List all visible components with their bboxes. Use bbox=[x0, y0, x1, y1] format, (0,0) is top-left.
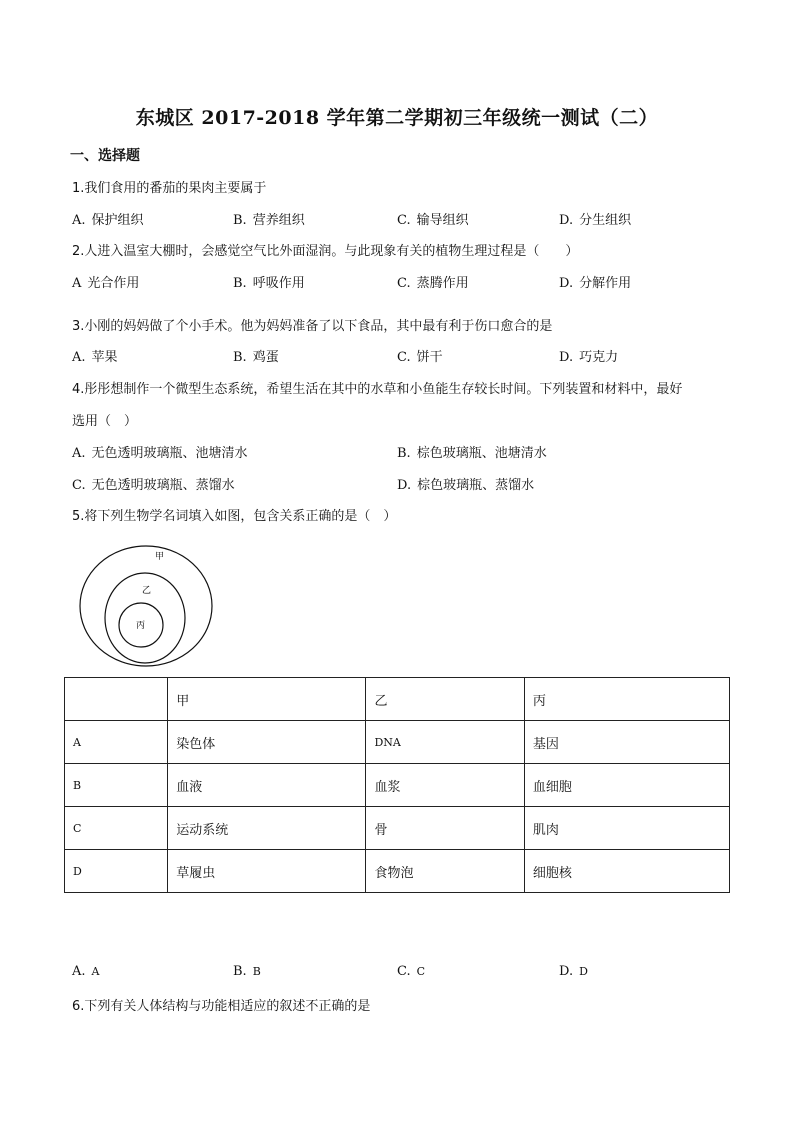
question-3-option-d bbox=[559, 346, 618, 365]
question-4-option-b bbox=[397, 442, 547, 461]
option-text: 无色透明玻璃瓶、池塘清水 bbox=[91, 446, 248, 461]
option-letter: C. bbox=[72, 478, 86, 493]
nested-circles-diagram bbox=[78, 543, 218, 669]
exam-title: 东城区 2017-2018 学年第二学期初三年级统一测试（二） bbox=[135, 107, 659, 129]
option-text: D bbox=[579, 965, 588, 978]
table-cell: 运动系统 bbox=[168, 807, 366, 850]
option-letter: D. bbox=[559, 964, 574, 979]
question-1-option-c bbox=[397, 209, 469, 228]
table-cell: 染色体 bbox=[168, 721, 366, 764]
option-letter: A. bbox=[72, 964, 86, 979]
question-4-stem-line-1: 4.彤彤想制作一个微型生态系统，希望生活在其中的水草和小鱼能生存较长时间。下列装置和材料中，最好 bbox=[72, 382, 683, 397]
table-cell: 血浆 bbox=[366, 764, 524, 807]
option-letter: D. bbox=[559, 350, 574, 365]
option-text: 光合作用 bbox=[87, 276, 140, 291]
middle-circle-label: 乙 bbox=[142, 586, 152, 596]
table-cell: C bbox=[65, 807, 168, 850]
question-4-option-c bbox=[72, 474, 235, 493]
question-4-stem-line-2: 选用（ ） bbox=[72, 414, 138, 429]
table-row bbox=[65, 764, 730, 807]
question-5-stem: 5.将下列生物学名词填入如图，包含关系正确的是（ ） bbox=[72, 509, 397, 524]
table-row bbox=[65, 721, 730, 764]
option-text: 棕色玻璃瓶、池塘清水 bbox=[416, 446, 547, 461]
question-2-option-d bbox=[559, 272, 631, 291]
question-4-option-d bbox=[397, 474, 534, 493]
option-text: 苹果 bbox=[91, 350, 118, 365]
option-letter: A. bbox=[72, 350, 86, 365]
option-letter: A. bbox=[72, 213, 86, 228]
table-cell: 食物泡 bbox=[366, 850, 524, 893]
option-text: 分解作用 bbox=[579, 276, 632, 291]
table-header-cell: 乙 bbox=[366, 678, 524, 721]
option-text: 饼干 bbox=[416, 350, 443, 365]
option-text: A bbox=[91, 965, 100, 978]
option-text: B bbox=[252, 965, 261, 978]
question-6-stem: 6.下列有关人体结构与功能相适应的叙述不正确的是 bbox=[72, 999, 371, 1014]
option-text: 营养组织 bbox=[252, 213, 305, 228]
option-letter: A. bbox=[72, 446, 86, 461]
section-heading: 一、选择题 bbox=[70, 148, 140, 164]
question-2-option-a bbox=[72, 272, 139, 291]
option-letter: D. bbox=[559, 213, 574, 228]
option-letter: B. bbox=[397, 446, 411, 461]
option-text: 蒸腾作用 bbox=[416, 276, 469, 291]
table-cell: B bbox=[65, 764, 168, 807]
option-letter: C. bbox=[397, 276, 411, 291]
option-letter: B. bbox=[233, 964, 247, 979]
table-cell: 肌肉 bbox=[524, 807, 729, 850]
option-letter: D. bbox=[397, 478, 412, 493]
question-1-option-b bbox=[233, 209, 305, 228]
question-5-table bbox=[64, 677, 730, 893]
table-cell: 血细胞 bbox=[524, 764, 729, 807]
table-cell: D bbox=[65, 850, 168, 893]
option-text: 分生组织 bbox=[579, 213, 632, 228]
option-text: 鸡蛋 bbox=[252, 350, 279, 365]
question-2-option-b bbox=[233, 272, 305, 291]
question-5-option-b bbox=[233, 964, 261, 979]
option-letter: C. bbox=[397, 350, 411, 365]
table-header-cell: 甲 bbox=[168, 678, 366, 721]
question-1-stem: 1.我们食用的番茄的果肉主要属于 bbox=[72, 181, 267, 196]
option-text: 棕色玻璃瓶、蒸馏水 bbox=[417, 478, 535, 493]
option-letter: B. bbox=[233, 350, 247, 365]
table-cell: 血液 bbox=[168, 764, 366, 807]
option-letter: A bbox=[72, 276, 82, 291]
option-text: 无色透明玻璃瓶、蒸馏水 bbox=[91, 478, 235, 493]
table-cell: 草履虫 bbox=[168, 850, 366, 893]
option-text: 输导组织 bbox=[416, 213, 469, 228]
outer-circle-label: 甲 bbox=[155, 552, 165, 562]
option-letter: D. bbox=[559, 276, 574, 291]
table-cell: 细胞核 bbox=[524, 850, 729, 893]
option-text: 保护组织 bbox=[91, 213, 144, 228]
table-header-row bbox=[65, 678, 730, 721]
table-cell: DNA bbox=[366, 721, 524, 764]
question-3-option-a bbox=[72, 346, 118, 365]
question-5-option-c bbox=[397, 964, 425, 979]
inner-circle-label: 丙 bbox=[136, 621, 146, 631]
question-3-option-c bbox=[397, 346, 443, 365]
question-2-stem: 2.人进入温室大棚时，会感觉空气比外面湿润。与此现象有关的植物生理过程是（ ） bbox=[72, 244, 579, 259]
option-text: C bbox=[416, 965, 426, 978]
table-cell: A bbox=[65, 721, 168, 764]
question-1-option-d bbox=[559, 209, 631, 228]
nested-circles-svg bbox=[78, 543, 218, 669]
option-letter: B. bbox=[233, 213, 247, 228]
question-4-option-a bbox=[72, 442, 248, 461]
table-cell: 骨 bbox=[366, 807, 524, 850]
question-5-option-a bbox=[72, 964, 99, 979]
table-row bbox=[65, 807, 730, 850]
table-row bbox=[65, 850, 730, 893]
option-letter: C. bbox=[397, 213, 411, 228]
table-header-cell bbox=[65, 678, 168, 721]
question-2-option-c bbox=[397, 272, 469, 291]
question-5-option-d bbox=[559, 964, 588, 979]
outer-circle bbox=[80, 546, 212, 666]
option-text: 呼吸作用 bbox=[252, 276, 305, 291]
table-cell: 基因 bbox=[524, 721, 729, 764]
question-3-stem: 3.小刚的妈妈做了个小手术。他为妈妈准备了以下食品，其中最有利于伤口愈合的是 bbox=[72, 319, 553, 334]
table-header-cell: 丙 bbox=[524, 678, 729, 721]
option-text: 巧克力 bbox=[579, 350, 619, 365]
option-letter: C. bbox=[397, 964, 411, 979]
question-3-option-b bbox=[233, 346, 279, 365]
option-letter: B. bbox=[233, 276, 247, 291]
question-1-option-a bbox=[72, 209, 144, 228]
